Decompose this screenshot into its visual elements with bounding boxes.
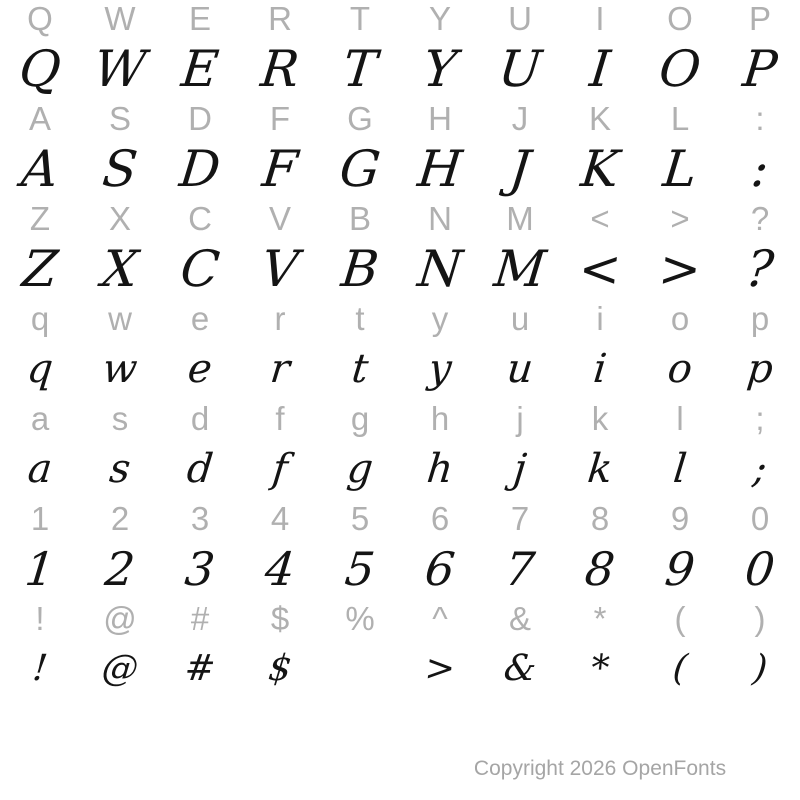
glyph-cell: Z <box>19 239 61 298</box>
glyph-cell: 8 <box>590 500 610 537</box>
reference-row <box>0 500 800 537</box>
glyph-cell: > <box>655 239 705 298</box>
glyph-cell: ( <box>670 647 690 689</box>
specimen-row <box>0 137 800 200</box>
glyph-cell: ! <box>35 600 45 637</box>
glyph-cell: 8 <box>582 541 618 596</box>
glyph-cell: H <box>428 100 452 137</box>
glyph-cell: w <box>100 345 140 392</box>
glyph-cell: h <box>430 400 450 437</box>
glyph-cell: J <box>511 100 529 137</box>
glyph-cell: 1 <box>22 541 58 596</box>
glyph-cell: ; <box>755 400 765 437</box>
specimen-row <box>0 337 800 400</box>
glyph-cell: 3 <box>182 541 218 596</box>
glyph-cell: D <box>176 139 224 198</box>
glyph-cell: 0 <box>742 541 778 596</box>
glyph-cell: o <box>665 345 695 392</box>
glyph-cell: H <box>415 139 465 198</box>
glyph-cell: g <box>350 400 370 437</box>
glyph-cell: e <box>185 345 215 392</box>
glyph-cell: q <box>24 345 56 392</box>
glyph-cell: L <box>660 139 700 198</box>
copyright-text: Copyright 2026 OpenFonts <box>473 757 727 780</box>
glyph-cell: : <box>748 139 772 198</box>
reference-row <box>0 200 800 237</box>
glyph-cell: S <box>99 139 141 198</box>
glyph-cell: * <box>588 647 612 689</box>
glyph-cell: Y <box>428 0 451 37</box>
glyph-cell: E <box>188 0 211 37</box>
glyph-cell: k <box>591 400 609 437</box>
glyph-cell: B <box>348 200 371 237</box>
glyph-cell: I <box>587 39 613 98</box>
glyph-cell: & <box>508 600 531 637</box>
glyph-cell: @ <box>99 647 141 689</box>
glyph-cell: U <box>508 0 532 37</box>
glyph-cell: ! <box>30 647 50 689</box>
glyph-cell: Q <box>27 0 53 37</box>
glyph-cell: o <box>670 300 690 337</box>
glyph-cell: ? <box>750 200 770 237</box>
glyph-cell: C <box>177 239 223 298</box>
glyph-cell: # <box>182 647 218 689</box>
glyph-cell: 7 <box>510 500 530 537</box>
glyph-cell: d <box>184 445 216 492</box>
glyph-cell: : <box>755 100 765 137</box>
specimen-row <box>0 437 800 500</box>
glyph-cell: @ <box>103 600 137 637</box>
glyph-cell: $ <box>270 600 290 637</box>
glyph-cell: d <box>190 400 210 437</box>
glyph-cell: O <box>667 0 693 37</box>
glyph-cell: ; <box>750 445 770 492</box>
glyph-cell: 4 <box>270 500 290 537</box>
glyph-cell: 5 <box>342 541 378 596</box>
glyph-cell: M <box>506 200 534 237</box>
glyph-cell: t <box>349 345 371 392</box>
glyph-cell: 9 <box>670 500 690 537</box>
glyph-cell: > <box>670 200 690 237</box>
glyph-cell: ^ <box>432 600 448 637</box>
reference-row <box>0 300 800 337</box>
glyph-cell: F <box>269 100 291 137</box>
glyph-cell: a <box>25 445 55 492</box>
glyph-cell: C <box>188 200 212 237</box>
glyph-cell: M <box>491 239 549 298</box>
glyph-cell: A <box>18 139 62 198</box>
glyph-cell: 3 <box>190 500 210 537</box>
glyph-cell: Q <box>16 39 64 98</box>
glyph-cell: y <box>426 345 454 392</box>
glyph-cell: t <box>355 300 365 337</box>
glyph-cell: a <box>30 400 50 437</box>
glyph-cell: T <box>340 39 380 98</box>
glyph-cell: < <box>590 200 610 237</box>
glyph-cell: & <box>501 647 539 689</box>
glyph-cell: U <box>495 39 545 98</box>
glyph-cell: g <box>344 445 376 492</box>
reference-row <box>0 0 800 37</box>
glyph-cell: D <box>188 100 212 137</box>
glyph-cell: w <box>108 300 132 337</box>
glyph-cell: h <box>424 445 456 492</box>
glyph-cell: 9 <box>662 541 698 596</box>
glyph-cell: % <box>345 600 375 637</box>
glyph-cell: R <box>268 0 292 37</box>
glyph-cell: 5 <box>350 500 370 537</box>
glyph-cell: P <box>748 0 771 37</box>
glyph-cell: Z <box>29 200 51 237</box>
glyph-cell: # <box>190 600 210 637</box>
glyph-cell: K <box>578 139 622 198</box>
glyph-cell: ) <box>754 600 766 637</box>
glyph-cell: 2 <box>110 500 130 537</box>
glyph-cell: J <box>506 139 534 198</box>
glyph-cell: r <box>274 300 286 337</box>
glyph-cell: Y <box>420 39 460 98</box>
glyph-cell: < <box>575 239 625 298</box>
glyph-cell: $ <box>266 647 294 689</box>
reference-row <box>0 100 800 137</box>
glyph-cell: G <box>347 100 373 137</box>
glyph-cell: i <box>596 300 604 337</box>
glyph-cell: 0 <box>750 500 770 537</box>
glyph-cell: L <box>670 100 690 137</box>
glyph-cell: 1 <box>30 500 50 537</box>
glyph-cell: u <box>510 300 530 337</box>
glyph-cell: ? <box>743 239 777 298</box>
reference-row <box>0 400 800 437</box>
glyph-cell: l <box>676 400 684 437</box>
glyph-cell: u <box>504 345 536 392</box>
glyph-cell: X <box>99 239 141 298</box>
glyph-cell: 4 <box>262 541 298 596</box>
glyph-cell: y <box>431 300 449 337</box>
glyph-cell: e <box>190 300 210 337</box>
glyph-cell: W <box>104 0 136 37</box>
glyph-cell: X <box>108 200 131 237</box>
glyph-cell: G <box>336 139 384 198</box>
glyph-cell: ( <box>674 600 686 637</box>
glyph-cell: V <box>268 200 291 237</box>
glyph-cell: P <box>740 39 780 98</box>
glyph-cell: N <box>428 200 452 237</box>
glyph-cell: p <box>750 300 770 337</box>
glyph-cell: V <box>258 239 302 298</box>
glyph-cell: s <box>107 445 133 492</box>
glyph-cell: W <box>91 39 149 98</box>
glyph-cell: k <box>585 445 615 492</box>
glyph-cell: > <box>422 647 458 689</box>
glyph-cell: p <box>744 345 776 392</box>
glyph-cell: N <box>415 239 465 298</box>
glyph-cell: f <box>270 445 290 492</box>
glyph-cell: F <box>259 139 301 198</box>
glyph-cell: K <box>588 100 611 137</box>
glyph-cell: * <box>593 600 607 637</box>
glyph-cell: 2 <box>102 541 138 596</box>
specimen-row <box>0 637 800 700</box>
glyph-cell: O <box>656 39 704 98</box>
glyph-cell: E <box>178 39 222 98</box>
specimen-row <box>0 237 800 300</box>
glyph-cell: q <box>30 300 50 337</box>
glyph-cell: j <box>511 445 529 492</box>
glyph-cell: ) <box>750 647 770 689</box>
glyph-cell: R <box>258 39 302 98</box>
glyph-cell: S <box>108 100 131 137</box>
glyph-cell: I <box>595 0 605 37</box>
glyph-cell: A <box>28 100 51 137</box>
glyph-cell: l <box>671 445 689 492</box>
glyph-cell: i <box>591 345 609 392</box>
specimen-row <box>0 537 800 600</box>
glyph-cell: j <box>516 400 524 437</box>
glyph-cell: r <box>268 345 292 392</box>
glyph-cell: 6 <box>422 541 458 596</box>
glyph-cell: f <box>275 400 285 437</box>
specimen-row <box>0 37 800 100</box>
glyph-cell: 7 <box>502 541 538 596</box>
glyph-cell: B <box>338 239 382 298</box>
glyph-cell: s <box>111 400 129 437</box>
glyph-cell: 6 <box>430 500 450 537</box>
reference-row <box>0 600 800 637</box>
glyph-cell: T <box>349 0 371 37</box>
